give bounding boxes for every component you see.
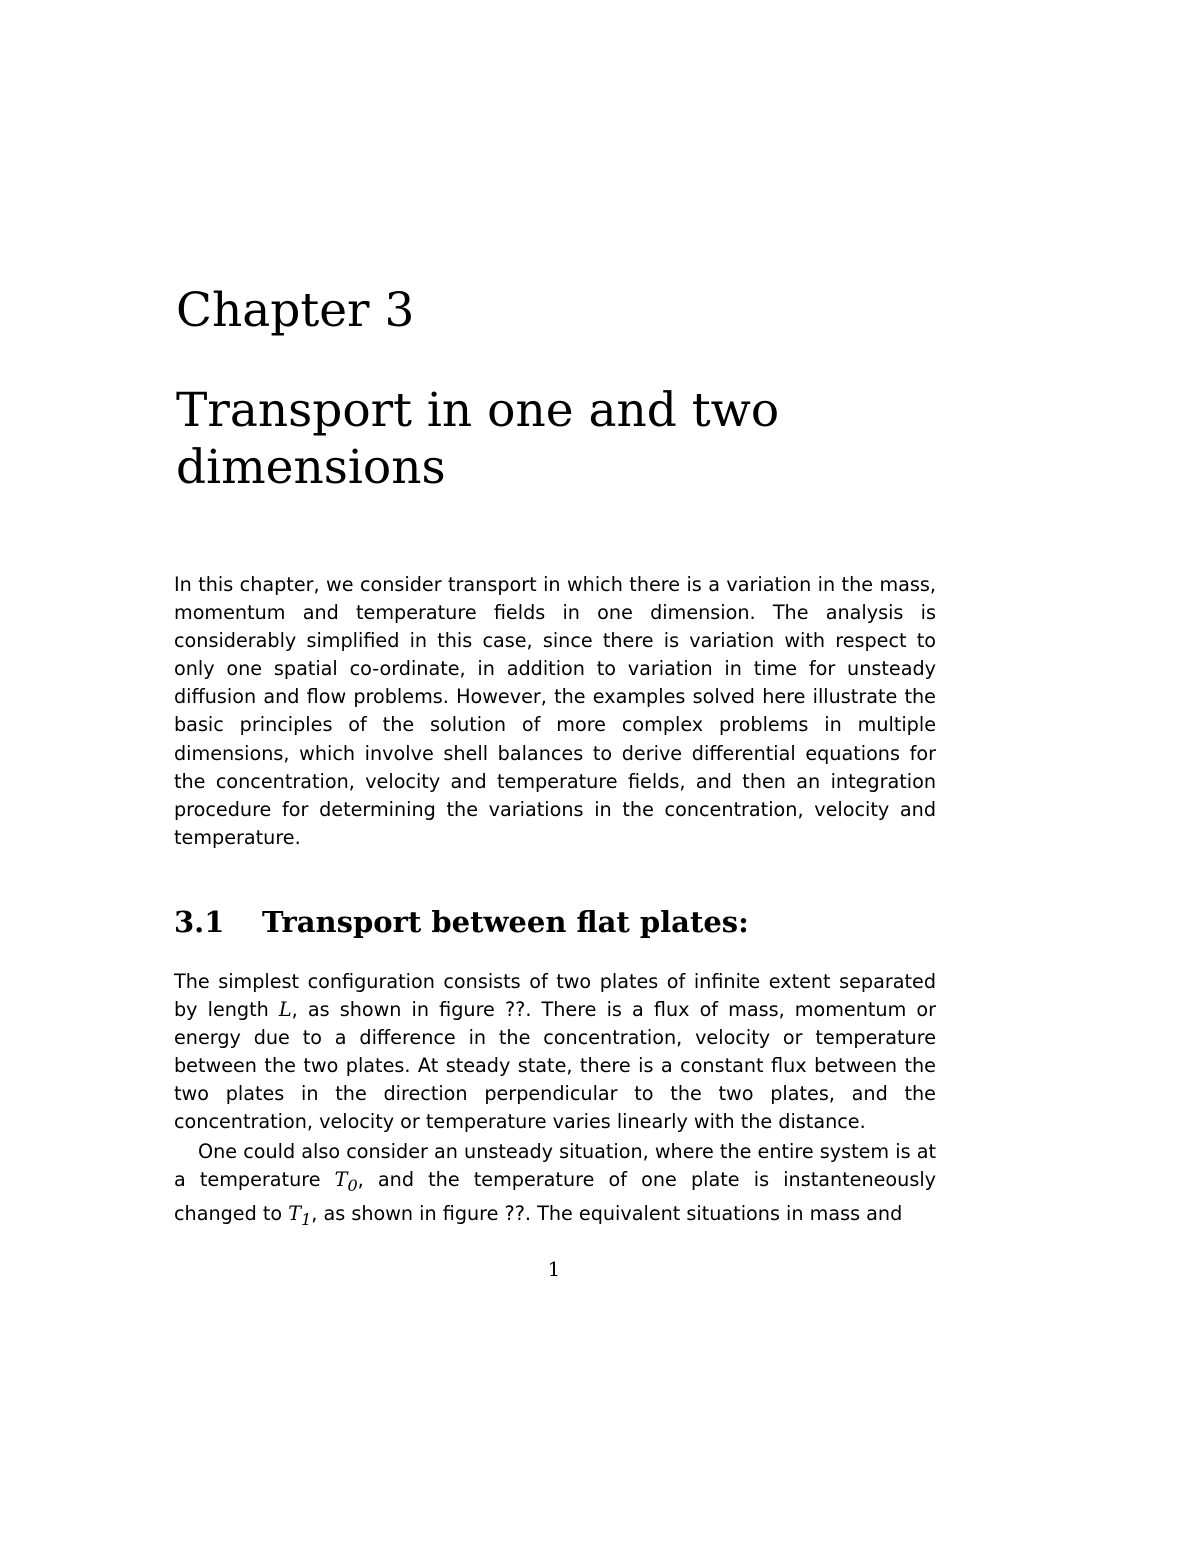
chapter-title: Transport in one and two dimensions bbox=[176, 383, 780, 495]
paragraph-text: , and the temperature of one plate is instanteneously changed to bbox=[174, 1168, 937, 1226]
math-variable-T0: $T_0$ bbox=[334, 1168, 358, 1195]
paragraph-text: , as shown in figure ??. There is a flux of mass, momentum or energy due to a difference in the concentration, velocity or temperature between the two plates. At steady state, there is a constant flux between the two plates in the direction perpendicular to the two plates, and the concentration, velocity or temperature varies linearly with the distance. bbox=[174, 998, 936, 1134]
math-variable-L: L bbox=[278, 998, 292, 1022]
subscript-1: 1 bbox=[301, 1209, 312, 1229]
section-number: 3.1 bbox=[174, 905, 225, 939]
section-heading bbox=[174, 902, 749, 942]
section-paragraph-1 bbox=[174, 968, 936, 1137]
chapter-label: Chapter 3 bbox=[176, 283, 415, 338]
paragraph-text: The simplest configuration consists of two plates of infinite extent separated by length bbox=[174, 970, 936, 1022]
section-paragraph-2 bbox=[174, 1138, 936, 1234]
section-title: Transport between flat plates: bbox=[262, 905, 749, 939]
page-number: 1 bbox=[547, 1257, 561, 1281]
paragraph-text: , as shown in figure ??. The equivalent situations in mass and bbox=[311, 1202, 903, 1226]
intro-paragraph: In this chapter, we consider transport in which there is a variation in the mass, momentum and temperature fields in one dimension. The analysis is considerably simplified in this case, since there is variation with respect to only one spatial co-ordinate, in addition to variation in time for unsteady diffusion and flow problems. However, the examples solved here illustrate the basic principles of the solution of more complex problems in multiple dimensions, which involve shell balances to derive differential equations for the concentration, velocity and temperature fields, and then an integration procedure for determining the variations in the concentration, velocity and temperature. bbox=[174, 573, 936, 849]
paragraph-text: One could also consider an unsteady situation, where the entire system is at a temperature bbox=[174, 1140, 936, 1192]
math-variable-T1: $T_1$ bbox=[288, 1202, 312, 1229]
subscript-0: 0 bbox=[347, 1175, 358, 1195]
